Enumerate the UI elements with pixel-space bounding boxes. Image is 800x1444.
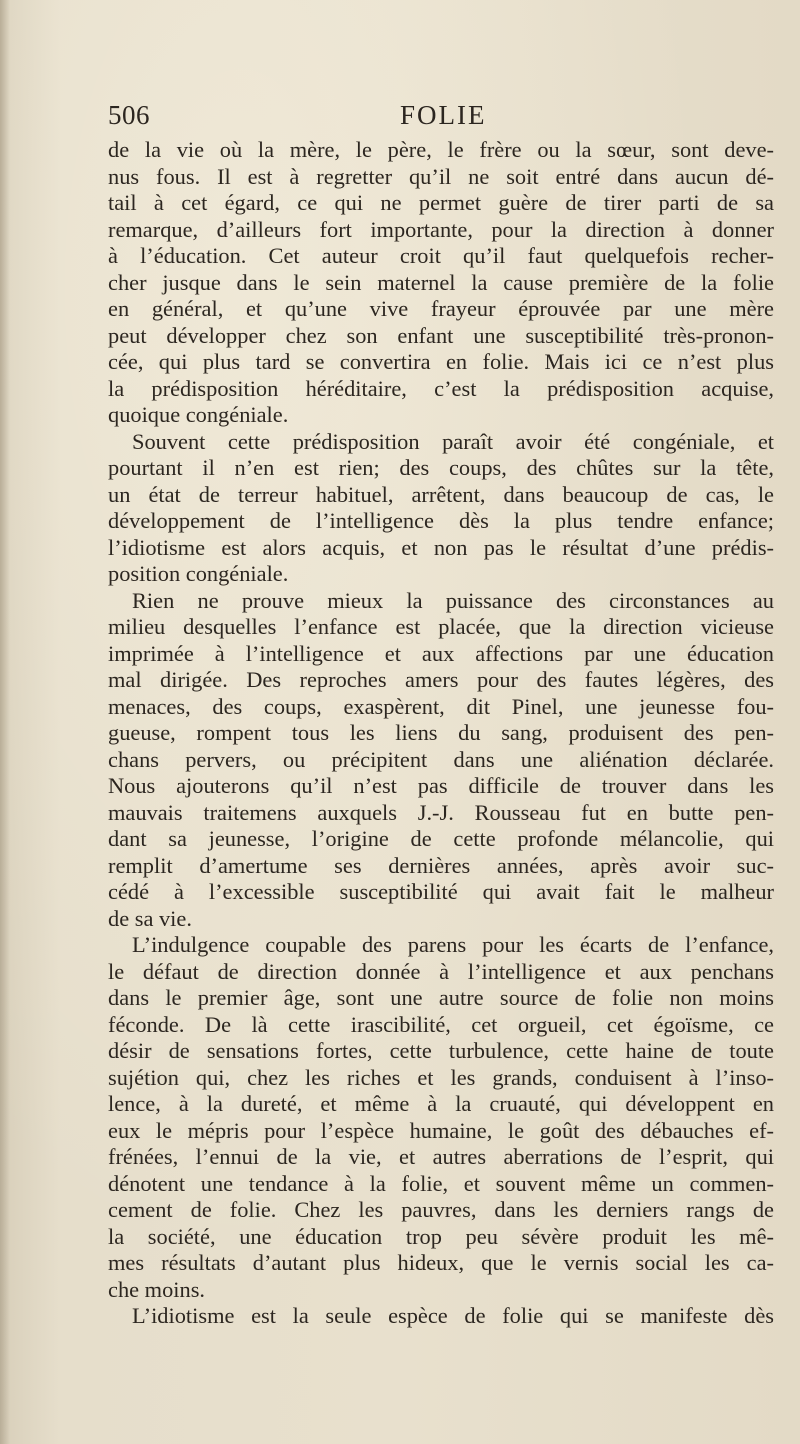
page-header	[108, 100, 768, 134]
text-line: L’idiotisme est la seule espèce de folie qui se manifeste dès	[132, 1303, 774, 1328]
body-text	[108, 137, 774, 1330]
text-line: mauvais traitemens auxquels J.-J. Rousseau fut en butte pen-	[108, 799, 774, 825]
text-line: féconde. De là cette irascibilité, cet orgueil, cet égoïsme, ce	[108, 1011, 774, 1037]
text-line: tail à cet égard, ce qui ne permet guère de tirer parti de sa	[108, 190, 774, 215]
text-line: en général, et qu’une vive frayeur éprouvée par une mère	[108, 296, 774, 321]
text-line: dénotent une tendance à la folie, et souvent même un commen-	[108, 1170, 774, 1196]
text-line: à l’éducation. Cet auteur croit qu’il faut quelquefois recher-	[108, 243, 774, 268]
text-line: cher jusque dans le sein maternel la cause première de la folie	[108, 269, 774, 295]
text-line: dant sa jeunesse, l’origine de cette profonde mélancolie, qui	[108, 826, 774, 851]
page-number: 506	[108, 100, 150, 130]
text-line: peut développer chez son enfant une susceptibilité très-pronon-	[108, 322, 774, 348]
text-line: imprimée à l’intelligence et aux affections par une éducation	[108, 640, 774, 666]
text-line: remplit d’amertume ses dernières années, après avoir suc-	[108, 852, 774, 878]
text-line: de la vie où la mère, le père, le frère ou la sœur, sont deve-	[108, 137, 774, 162]
text-line: quoique congéniale.	[108, 402, 289, 427]
text-line: l’idiotisme est alors acquis, et non pas le résultat d’une prédis-	[108, 534, 774, 560]
text-line: remarque, d’ailleurs fort importante, pour la direction à donner	[108, 216, 774, 242]
text-line: che moins.	[108, 1276, 206, 1302]
text-line: milieu desquelles l’enfance est placée, que la direction vicieuse	[108, 614, 774, 639]
text-line: sujétion qui, chez les riches et les grands, conduisent à l’inso-	[108, 1064, 774, 1090]
text-line: un état de terreur habituel, arrêtent, dans beaucoup de cas, le	[108, 481, 774, 507]
text-line: la prédisposition héréditaire, c’est la prédisposition acquise,	[108, 375, 774, 401]
page-gutter	[0, 0, 10, 1444]
text-line: mal dirigée. Des reproches amers pour des fautes légères, des	[108, 667, 774, 692]
text-line: L’indulgence coupable des parens pour les écarts de l’enfance,	[132, 932, 774, 957]
text-line: nus fous. Il est à regretter qu’il ne soit entré dans aucun dé-	[108, 163, 774, 189]
text-line: frénées, l’ennui de la vie, et autres aberrations de l’esprit, qui	[108, 1144, 774, 1169]
text-line: le défaut de direction donnée à l’intelligence et aux penchans	[108, 958, 774, 984]
text-line: eux le mépris pour l’espèce humaine, le goût des débauches ef-	[108, 1117, 774, 1143]
text-line: Souvent cette prédisposition paraît avoir été congéniale, et	[132, 428, 774, 454]
text-line: cement de folie. Chez les pauvres, dans les derniers rangs de	[108, 1197, 774, 1222]
text-line: pourtant il n’en est rien; des coups, des chûtes sur la tête,	[108, 455, 774, 480]
text-line: menaces, des coups, exaspèrent, dit Pinel, une jeunesse fou-	[108, 693, 774, 719]
text-line: cédé à l’excessible susceptibilité qui avait fait le malheur	[108, 879, 774, 904]
text-line: mes résultats d’autant plus hideux, que le vernis social les ca-	[108, 1250, 774, 1275]
text-line: chans pervers, ou précipitent dans une aliénation déclarée.	[108, 746, 774, 772]
text-line: Nous ajouterons qu’il n’est pas difficile de trouver dans les	[108, 773, 774, 798]
text-line: développement de l’intelligence dès la plus tendre enfance;	[108, 508, 774, 533]
text-line: la société, une éducation trop peu sévère produit les mê-	[108, 1223, 774, 1249]
text-line: de sa vie.	[108, 905, 192, 931]
text-line: cée, qui plus tard se convertira en folie. Mais ici ce n’est plus	[108, 349, 774, 374]
text-line: lence, à la dureté, et même à la cruauté, qui développent en	[108, 1091, 774, 1116]
text-line: position congéniale.	[108, 561, 289, 586]
text-line: gueuse, rompent tous les liens du sang, produisent des pen-	[108, 720, 774, 745]
text-line: dans le premier âge, sont une autre source de folie non moins	[108, 985, 774, 1010]
text-line: désir de sensations fortes, cette turbulence, cette haine de toute	[108, 1038, 774, 1063]
text-line: Rien ne prouve mieux la puissance des circonstances au	[132, 587, 774, 613]
running-head: FOLIE	[400, 100, 487, 130]
